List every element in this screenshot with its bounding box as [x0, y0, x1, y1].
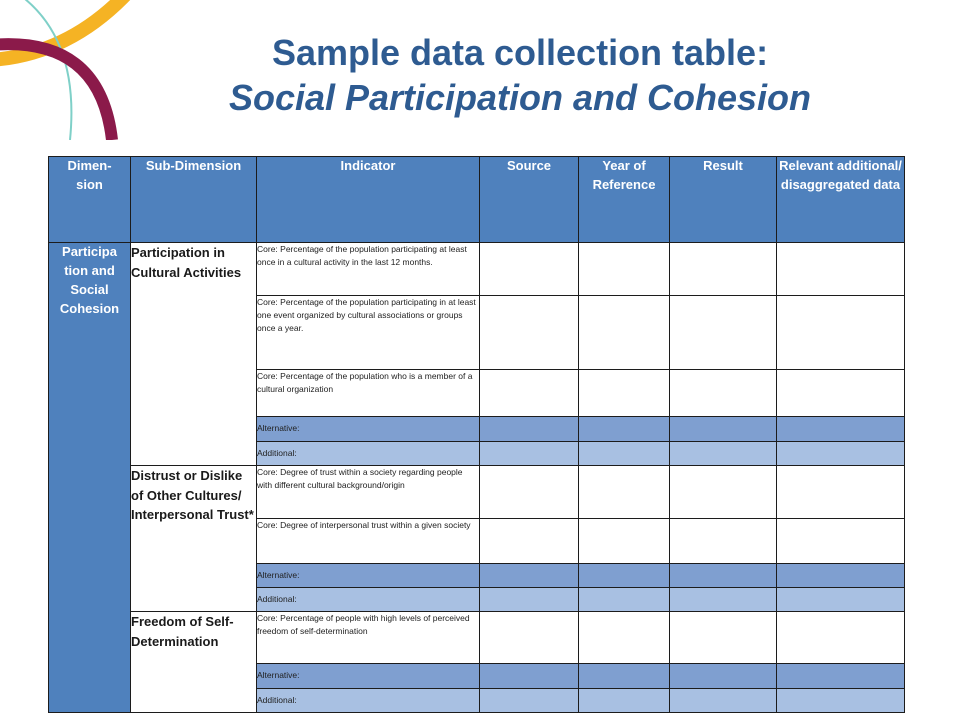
indicator-cell: Alternative: [257, 564, 480, 588]
relevant-data-cell[interactable] [777, 466, 905, 519]
year-cell[interactable] [579, 588, 670, 612]
header-relevant-data: Relevant additional/ disaggregated data [777, 157, 905, 243]
title-line-2: Social Participation and Cohesion [228, 77, 812, 118]
header-indicator: Indicator [257, 157, 480, 243]
source-cell[interactable] [480, 370, 579, 417]
dimension-cell: Participa tion and Social Cohesion [49, 243, 131, 713]
result-cell[interactable] [670, 612, 777, 664]
relevant-data-cell[interactable] [777, 370, 905, 417]
indicator-cell: Alternative: [257, 417, 480, 442]
result-cell[interactable] [670, 442, 777, 466]
result-cell[interactable] [670, 519, 777, 564]
header-source: Source [480, 157, 579, 243]
relevant-data-cell[interactable] [777, 588, 905, 612]
source-cell[interactable] [480, 417, 579, 442]
year-cell[interactable] [579, 689, 670, 713]
source-cell[interactable] [480, 296, 579, 370]
result-cell[interactable] [670, 466, 777, 519]
indicator-cell: Additional: [257, 689, 480, 713]
result-cell[interactable] [670, 370, 777, 417]
slide-title [150, 30, 890, 120]
indicator-cell: Core: Percentage of people with high levels of perceived freedom of self-determination [257, 612, 480, 664]
year-cell[interactable] [579, 664, 670, 689]
indicator-cell: Core: Percentage of the population participating in at least one event organized by cultural associations or groups once a year. [257, 296, 480, 370]
header-result: Result [670, 157, 777, 243]
result-cell[interactable] [670, 243, 777, 296]
indicator-cell: Additional: [257, 588, 480, 612]
title-line-1: Sample data collection table: [271, 32, 769, 73]
relevant-data-cell[interactable] [777, 442, 905, 466]
source-cell[interactable] [480, 664, 579, 689]
result-cell[interactable] [670, 296, 777, 370]
header-dimension: Dimen- sion [49, 157, 131, 243]
header-sub-dimension: Sub-Dimension [131, 157, 257, 243]
year-cell[interactable] [579, 519, 670, 564]
indicator-cell: Core: Degree of interpersonal trust within a given society [257, 519, 480, 564]
result-cell[interactable] [670, 689, 777, 713]
result-cell[interactable] [670, 564, 777, 588]
year-cell[interactable] [579, 296, 670, 370]
sub-dimension-cell: Freedom of Self-Determination [131, 612, 257, 713]
relevant-data-cell[interactable] [777, 612, 905, 664]
relevant-data-cell[interactable] [777, 664, 905, 689]
teal-arc [20, 0, 71, 140]
year-cell[interactable] [579, 442, 670, 466]
relevant-data-cell[interactable] [777, 243, 905, 296]
year-cell[interactable] [579, 612, 670, 664]
relevant-data-cell[interactable] [777, 417, 905, 442]
year-cell[interactable] [579, 466, 670, 519]
source-cell[interactable] [480, 588, 579, 612]
indicator-cell: Additional: [257, 442, 480, 466]
relevant-data-cell[interactable] [777, 519, 905, 564]
header-year-of-reference: Year of Reference [579, 157, 670, 243]
source-cell[interactable] [480, 564, 579, 588]
data-collection-table [48, 156, 905, 713]
source-cell[interactable] [480, 689, 579, 713]
relevant-data-cell[interactable] [777, 296, 905, 370]
result-cell[interactable] [670, 588, 777, 612]
sub-dimension-cell: Distrust or Dislike of Other Cultures/ Interpersonal Trust* [131, 466, 257, 612]
source-cell[interactable] [480, 442, 579, 466]
table-row [49, 243, 905, 296]
sub-dimension-cell: Participation in Cultural Activities [131, 243, 257, 466]
year-cell[interactable] [579, 243, 670, 296]
result-cell[interactable] [670, 417, 777, 442]
result-cell[interactable] [670, 664, 777, 689]
table-row [49, 466, 905, 519]
year-cell[interactable] [579, 417, 670, 442]
source-cell[interactable] [480, 612, 579, 664]
source-cell[interactable] [480, 519, 579, 564]
indicator-cell: Core: Percentage of the population who is a member of a cultural organization [257, 370, 480, 417]
relevant-data-cell[interactable] [777, 564, 905, 588]
source-cell[interactable] [480, 243, 579, 296]
relevant-data-cell[interactable] [777, 689, 905, 713]
year-cell[interactable] [579, 370, 670, 417]
year-cell[interactable] [579, 564, 670, 588]
indicator-cell: Core: Percentage of the population participating at least once in a cultural activity in the last 12 months. [257, 243, 480, 296]
indicator-cell: Core: Degree of trust within a society regarding people with different cultural background/origin [257, 466, 480, 519]
indicator-cell: Alternative: [257, 664, 480, 689]
source-cell[interactable] [480, 466, 579, 519]
header-row [49, 157, 905, 243]
table-row [49, 612, 905, 664]
